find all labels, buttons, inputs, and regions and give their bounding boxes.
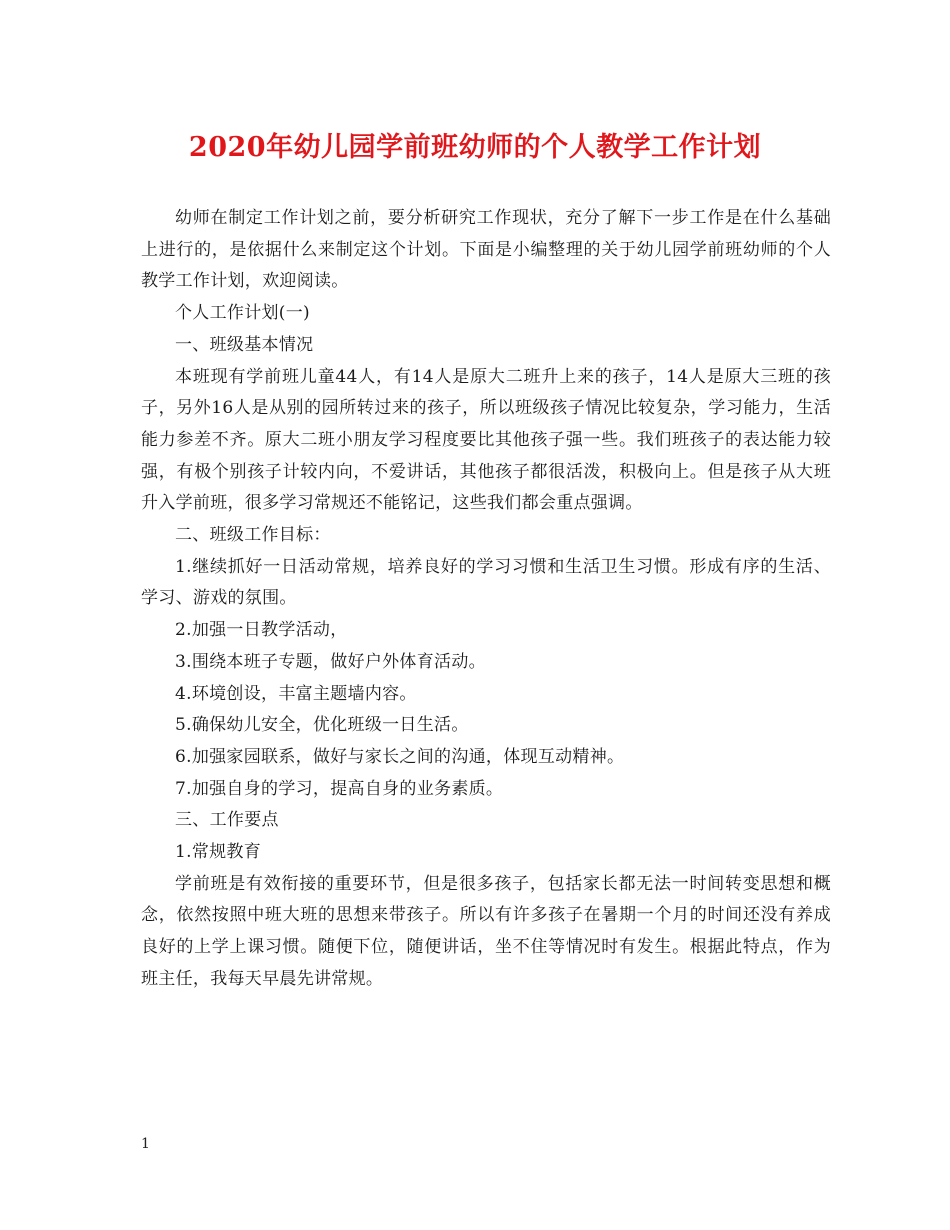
paragraph-intro: 幼师在制定工作计划之前，要分析研究工作现状，充分了解下一步工作是在什么基础上进行的，是依据什么来制定这个计划。下面是小编整理的关于幼儿园学前班幼师的个人教学工作计划，欢迎阅读。: [141, 208, 831, 292]
goal-item-7: 7.加强自身的学习，提高自身的业务素质。: [175, 778, 504, 799]
document-title: 2020年幼儿园学前班幼师的个人教学工作计划: [188, 132, 762, 163]
section-heading-class-goals: 二、班级工作目标：: [175, 525, 331, 546]
section-heading-class-situation: 一、班级基本情况: [175, 334, 314, 355]
section-heading-work-points: 三、工作要点: [175, 810, 279, 831]
goal-item-4: 4.环境创设，丰富主题墙内容。: [175, 683, 417, 704]
page-number: 1: [141, 1136, 150, 1152]
paragraph-routine-education: 学前班是有效衔接的重要环节，但是很多孩子，包括家长都无法一时间转变思想和概念，依然按照中班大班的思想来带孩子。所以有许多孩子在暑期一个月的时间还没有养成良好的上学上课习惯。随便下位，随便讲话，坐不住等情况时有发生。根据此特点，作为班主任，我每天早晨先讲常规。: [141, 873, 831, 989]
goal-item-6: 6.加强家园联系，做好与家长之间的沟通，体现互动精神。: [175, 746, 625, 767]
goal-item-5: 5.确保幼儿安全，优化班级一日生活。: [175, 715, 469, 736]
document-body: [141, 203, 831, 996]
goal-item-2: 2.加强一日教学活动，: [175, 620, 348, 641]
subheading-routine-education: 1.常规教育: [175, 842, 262, 863]
goal-item-1: 1.继续抓好一日活动常规，培养良好的学习习惯和生活卫生习惯。形成有序的生活、学习、游戏的氛围。: [141, 556, 831, 609]
paragraph-plan-heading: 个人工作计划(一): [175, 303, 310, 324]
paragraph-class-situation: 本班现有学前班儿童44人，有14人是原大二班升上来的孩子，14人是原大三班的孩子，另外16人是从别的园所转过来的孩子，所以班级孩子情况比较复杂，学习能力，生活能力参差不齐。原大二班小朋友学习程度要比其他孩子强一些。我们班孩子的表达能力较强，有极个别孩子计较内向，不爱讲话，其他孩子都很活泼，积极向上。但是孩子从大班升入学前班，很多学习常规还不能铭记，这些我们都会重点强调。: [141, 366, 831, 514]
goal-item-3: 3.围绕本班子专题，做好户外体育活动。: [175, 651, 486, 672]
